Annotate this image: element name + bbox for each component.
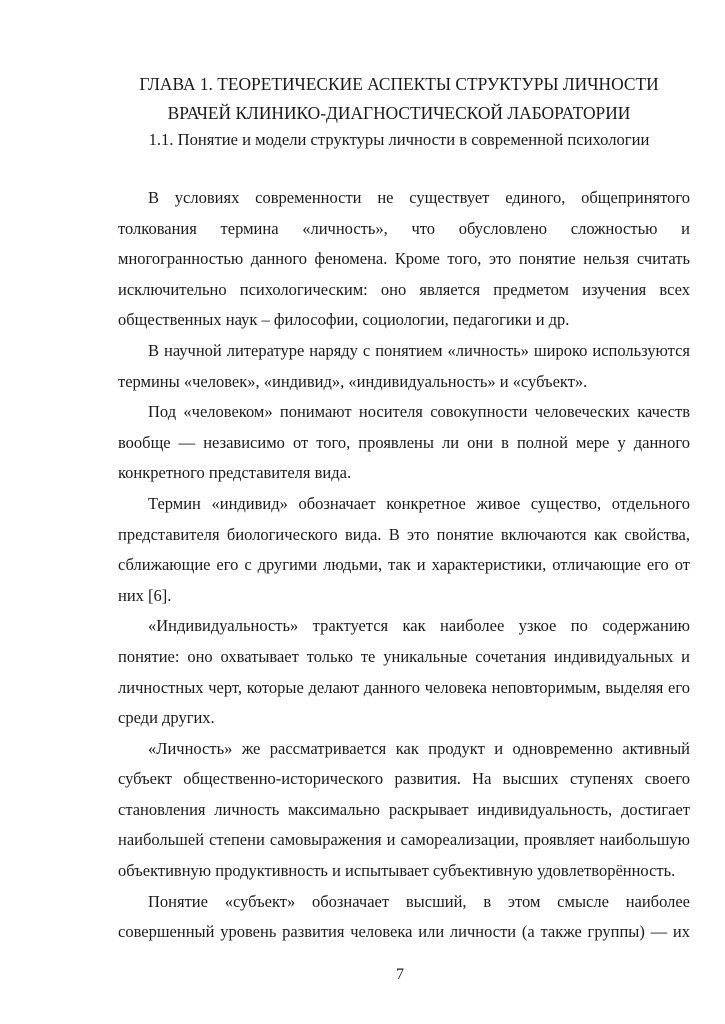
paragraph-3: Под «человеком» понимают носителя совокупности человеческих качеств вообще — независимо от того, проявлены ли они в полной мере у данного конкретного представителя вида. xyxy=(118,402,690,483)
chapter-title: ГЛАВА 1. ТЕОРЕТИЧЕСКИЕ АСПЕКТЫ СТРУКТУРЫ ЛИЧНОСТИ ВРАЧЕЙ КЛИНИКО-ДИАГНОСТИЧЕСКОЙ ЛАБОРАТОРИИ xyxy=(139,74,659,123)
section-title: 1.1. Понятие и модели структуры личности в современной психологии xyxy=(148,130,650,149)
paragraph-2: В научной литературе наряду с понятием «личность» широко используются термины «человек», «индивид», «индивидуальность» и «субъект». xyxy=(118,340,690,391)
page-number: 7 xyxy=(396,966,404,983)
paragraph-6: «Личность» же рассматривается как продукт и одновременно активный субъект общественно-исторического развития. На высших ступенях своего становления личность максимально раскрывает индивидуальность, достигает наибольшей степени самовыражения и самореализации, проявляет наибольшую объективную продуктивность и испытывает субъективную удовлетворённость. xyxy=(118,738,690,881)
paragraph-4: Термин «индивид» обозначает конкретное живое существо, отдельного представителя биологического вида. В это понятие включаются как свойства, сближающие его с другими людьми, так и характеристики, отличающие его от них [6]. xyxy=(118,493,690,605)
body-text xyxy=(118,183,690,948)
paragraph-7: Понятие «субъект» обозначает высший, в этом смысле наиболее совершенный уровень развития человека или личности (а также группы) — их xyxy=(118,891,690,942)
paragraph-5: «Индивидуальность» трактуется как наиболее узкое по содержанию понятие: оно охватывает только те уникальные сочетания индивидуальных и личностных черт, которые делают данного человека неповторимым, выделяя его среди других. xyxy=(118,616,690,728)
paragraph-1: В условиях современности не существует единого, общепринятого толкования термина «личность», что обусловлено сложностью и многогранностью данного феномена. Кроме того, это понятие нельзя считать исключительно психологическим: оно является предметом изучения всех общественных наук – философии, социологии, педагогики и др. xyxy=(118,188,690,330)
